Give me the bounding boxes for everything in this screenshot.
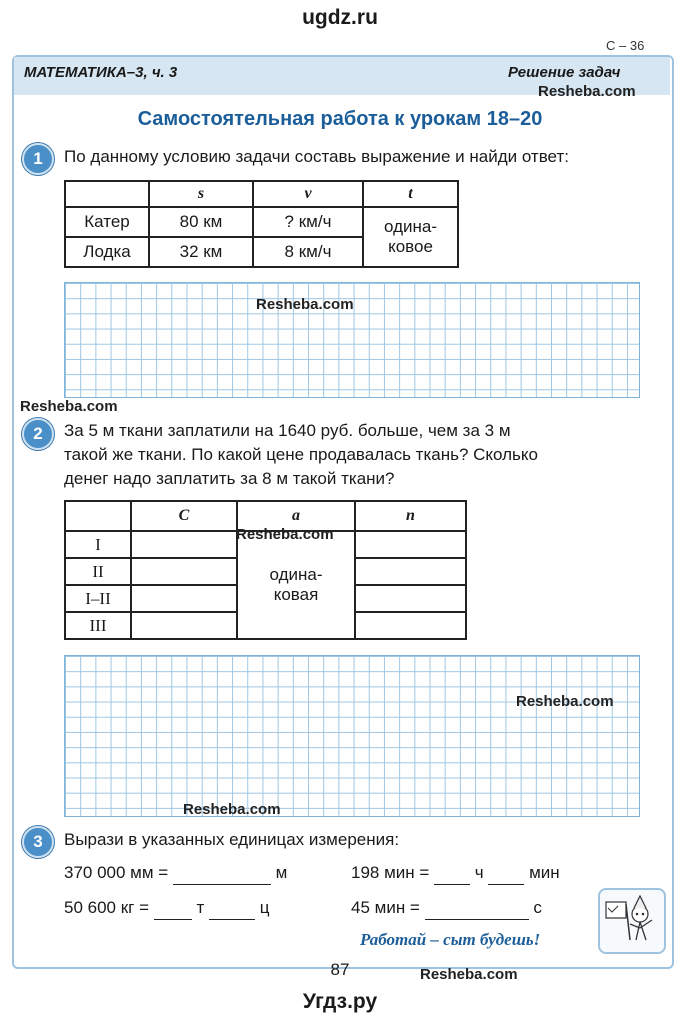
cell-n [355, 558, 466, 585]
mascot-icon [600, 890, 664, 952]
answer-blank[interactable] [434, 866, 470, 885]
conversion-line-2-right [351, 896, 542, 920]
watermark: Resheba.com [20, 398, 118, 415]
header-s: s [149, 181, 253, 207]
unit-c: ц [259, 898, 270, 917]
row-label: II [65, 558, 131, 585]
site-url-bottom[interactable]: Угдз.ру [302, 990, 378, 1013]
task-1-table [64, 180, 459, 268]
unit-t: т [196, 898, 205, 917]
section-title: Решение задач [508, 64, 621, 81]
book-title: МАТЕМАТИКА–3, ч. 3 [24, 64, 178, 81]
table-corner-cell [65, 501, 131, 531]
header-v: v [253, 181, 363, 207]
page-title: Самостоятельная работа к урокам 18–20 [137, 108, 543, 130]
cell-n [355, 612, 466, 639]
cell-n [355, 531, 466, 558]
task-3-number-badge: 3 [22, 826, 54, 858]
cell-v: 8 км/ч [253, 237, 363, 267]
task-2-line-3: денег надо заплатить за 8 м такой ткани? [64, 469, 395, 488]
conversion-370000mm: 370 000 мм = [64, 863, 169, 882]
merged-line-2: ковое [388, 237, 433, 256]
unit-min: мин [529, 863, 560, 882]
unit-h: ч [474, 863, 484, 882]
conversion-line-2-left [64, 896, 270, 920]
answer-blank[interactable] [425, 901, 529, 920]
header-c: C [131, 501, 237, 531]
watermark: Resheba.com [516, 693, 614, 710]
task-2-line-1: За 5 м ткани заплатили на 1640 руб. больше, чем за 3 м [64, 421, 511, 440]
answer-blank[interactable] [173, 866, 271, 885]
conversion-198min: 198 мин = [351, 863, 430, 882]
answer-blank[interactable] [209, 901, 255, 920]
task-2-number-badge: 2 [22, 418, 54, 450]
cell-v: ? км/ч [253, 207, 363, 237]
header-a: a [237, 501, 355, 531]
conversion-50600kg: 50 600 кг = [64, 898, 150, 917]
header-t: t [363, 181, 458, 207]
cell-s: 80 км [149, 207, 253, 237]
unit-m: м [275, 863, 288, 882]
row-name: Катер [65, 207, 149, 237]
motto: Работай – сыт будешь! [360, 930, 541, 949]
task-1-text: По данному условию задачи составь выражение и найди ответ: [64, 147, 569, 166]
cell-c [131, 585, 237, 612]
cell-s: 32 км [149, 237, 253, 267]
unit-s: с [533, 898, 542, 917]
answer-grid-2[interactable] [64, 655, 640, 817]
task-2-text [64, 419, 538, 491]
cell-c [131, 531, 237, 558]
row-label: III [65, 612, 131, 639]
task-2-table [64, 500, 467, 640]
conversion-line-1-left [64, 861, 287, 885]
task-2-line-2: такой же ткани. По какой цене продавалась ткань? Сколько [64, 445, 538, 464]
page-code: С – 36 [606, 38, 645, 53]
cell-t-merged [363, 207, 458, 267]
mascot-illustration [598, 888, 666, 954]
conversion-line-1-right [351, 861, 560, 885]
cell-n [355, 585, 466, 612]
header-n: n [355, 501, 466, 531]
watermark: Resheba.com [183, 801, 281, 818]
answer-blank[interactable] [488, 866, 524, 885]
table-corner-cell [65, 181, 149, 207]
cell-c [131, 612, 237, 639]
row-name: Лодка [65, 237, 149, 267]
answer-blank[interactable] [154, 901, 192, 920]
table-row [65, 207, 458, 237]
watermark: Resheba.com [256, 296, 354, 313]
page-number: 87 [330, 960, 350, 979]
task-1-number-badge: 1 [22, 143, 54, 175]
cell-a-merged [237, 531, 355, 639]
row-label: I–II [65, 585, 131, 612]
task-3-text: Вырази в указанных единицах измерения: [64, 830, 400, 849]
row-label: I [65, 531, 131, 558]
cell-c [131, 558, 237, 585]
merged-line-1: одина- [269, 565, 323, 584]
merged-line-2: ковая [273, 585, 319, 604]
merged-line-1: одина- [383, 217, 437, 236]
watermark: Resheba.com [538, 83, 636, 100]
watermark: Resheba.com [236, 526, 334, 543]
conversion-45min: 45 мин = [351, 898, 420, 917]
site-url-top[interactable]: ugdz.ru [302, 6, 378, 29]
watermark: Resheba.com [420, 966, 518, 983]
